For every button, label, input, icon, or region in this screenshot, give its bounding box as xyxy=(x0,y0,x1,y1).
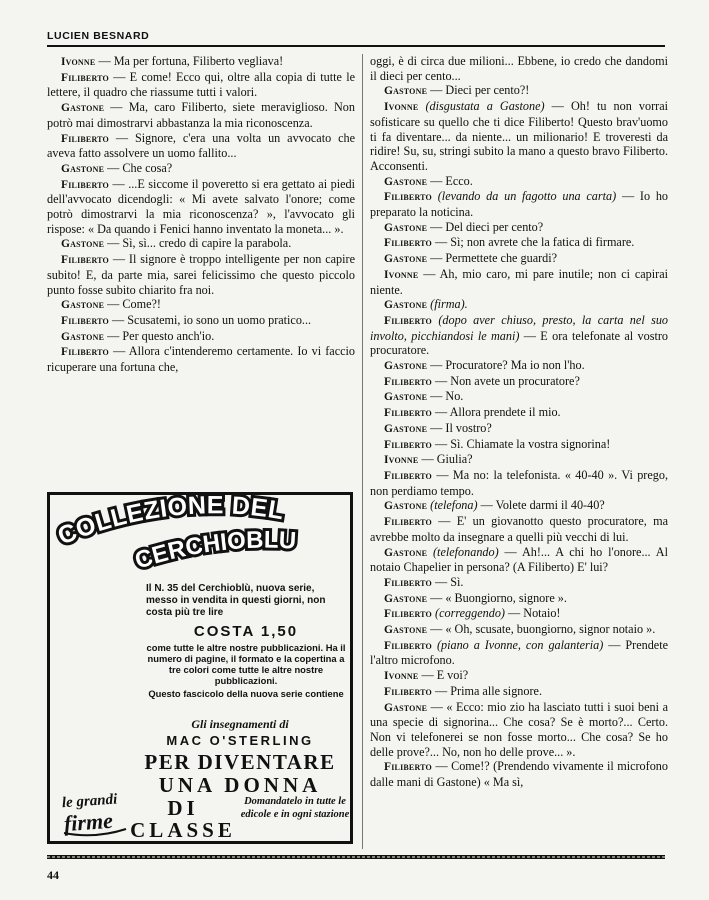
dialogue-text: — Sì. Chiamate la vostra signorina! xyxy=(431,436,611,451)
ad-price: COSTA 1,50 xyxy=(193,623,299,640)
dialogue-text: — Scusatemi, io sono un uomo pratico... xyxy=(108,312,312,327)
dialogue-text: — Ma, caro Filiberto, siete meraviglioso. Non potrò mai dimostrarvi abbastanza la mia riconoscenza. xyxy=(47,100,355,130)
ad-title-bottom: CERCHIOBLU xyxy=(131,526,297,575)
continuation-text: oggi, è di circa due milioni... Ebbene, io credo che dandomi il dieci per cento... xyxy=(370,54,668,83)
speaker-name: Gastone xyxy=(384,592,428,605)
speaker-name: Filiberto xyxy=(61,254,109,267)
dialogue-text: — Il signore è troppo intelligente per non capire subito! E, da parte mia, sarei felicissimo che questo piccolo punto fosse subito chiarito fra noi. xyxy=(47,252,355,297)
dialogue-text: — ...E siccome il poveretto si era gettato ai piedi dell'avvocato dicendogli: « Mi avete salvato l'onore; come potrò dimostrarvi la mia riconoscenza? », l'avvocato gli rispose: « Da quando i Fenici hanno inventato la moneta... ». xyxy=(47,176,355,236)
dialogue-line xyxy=(370,468,668,498)
speaker-name: Filiberto xyxy=(384,576,432,589)
svg-text:le grandi: le grandi xyxy=(61,791,118,812)
speaker-name: Gastone xyxy=(61,102,105,115)
dialogue-line xyxy=(370,313,668,358)
speaker-name: Filiberto xyxy=(384,685,432,698)
dialogue-text: — Ecco. xyxy=(427,173,473,188)
speaker-name: Gastone xyxy=(384,175,428,188)
dialogue-line xyxy=(370,498,668,514)
running-head: LUCIEN BESNARD xyxy=(47,30,150,42)
stage-direction: (dopo aver chiuso, presto, la carta nel suo involto, picchiandosi le mani) xyxy=(370,312,669,343)
dialogue-text: — Il vostro? xyxy=(427,420,492,435)
dialogue-text: — Volete darmi il 40-40? xyxy=(477,498,605,513)
dialogue-line xyxy=(47,100,355,130)
dialogue-line xyxy=(370,700,668,760)
dialogue-text: — E ora telefonate al vostro procuratore. xyxy=(370,328,668,358)
stage-direction: (firma). xyxy=(430,297,468,312)
stage-direction: (disgustata a Gastone) xyxy=(425,99,545,114)
dialogue-line xyxy=(370,421,668,437)
speaker-name: Filiberto xyxy=(61,346,109,359)
dialogue-line xyxy=(47,131,355,161)
stage-direction: (levando da un fagotto una carta) xyxy=(437,189,617,204)
dialogue-line xyxy=(370,668,668,684)
speaker-name: Gastone xyxy=(384,360,428,373)
stage-direction: (correggendo) xyxy=(435,606,505,621)
dialogue-line xyxy=(370,684,668,700)
speaker-name: Ivonne xyxy=(384,268,419,281)
dialogue-line xyxy=(370,235,668,251)
dialogue-line xyxy=(370,622,668,638)
dialogue-text: — Come!? (Prendendo vivamente il microfono dalle mani di Gastone) « Ma sì, xyxy=(370,759,668,790)
dialogue-line xyxy=(370,545,668,575)
speaker-name: Gastone xyxy=(384,546,428,559)
ad-body xyxy=(146,583,346,699)
dialogue-line xyxy=(370,437,668,453)
dialogue-text: — Del dieci per cento? xyxy=(427,219,544,234)
ad-insegnamenti: Gli insegnamenti di xyxy=(191,717,289,731)
ad-issue-text: Il N. 35 del Cerchioblù, nuova serie, messo in vendita in questi giorni, non costa più tre lire xyxy=(146,583,326,618)
dialogue-text: — « Oh, scusate, buongiorno, signor notaio ». xyxy=(427,622,656,637)
grandi-firme-logo xyxy=(60,783,130,839)
dialogue-line xyxy=(370,220,668,236)
dialogue-line xyxy=(370,389,668,405)
advertisement-cerchioblu xyxy=(47,492,353,844)
speaker-name: Filiberto xyxy=(384,314,432,327)
speaker-name: Filiberto xyxy=(384,407,432,420)
dialogue-line xyxy=(370,358,668,374)
svg-text:firme: firme xyxy=(63,807,114,837)
dialogue-text: — Sì. xyxy=(431,574,464,589)
ad-series-line: Questo fascicolo della nuova serie contiene xyxy=(148,688,344,699)
dialogue-line xyxy=(47,252,355,297)
speaker-name: Ivonne xyxy=(61,56,96,68)
column-divider xyxy=(362,54,363,849)
dialogue-line xyxy=(370,189,668,219)
ad-book-title-line1: PER DIVENTARE xyxy=(144,750,336,774)
dialogue-line xyxy=(370,575,668,591)
dialogue-text: — « Ecco: mio zio ha lasciato tutti i suoi beni a una specie di signorina... Che cosa? Se è morto?... Certo. Non vi telefonerei se non fosse morto... Che cosa? Se ho delle prove?... No, non ho delle prove... ». xyxy=(370,699,668,759)
speaker-name: Gastone xyxy=(384,253,428,266)
speaker-name: Filiberto xyxy=(61,71,109,84)
dialogue-text: — Giulia? xyxy=(418,452,473,467)
speaker-name: Filiberto xyxy=(61,178,109,191)
stage-direction: (telefonando) xyxy=(433,544,499,559)
dialogue-text: — Come?! xyxy=(104,297,161,312)
speaker-name: Ivonne xyxy=(384,670,419,683)
dialogue-text: — Per questo anch'io. xyxy=(104,328,215,343)
dialogue-line xyxy=(370,514,668,544)
dialogue-text: — E' un giovanotto questo procuratore, ma avrebbe molto da insegnare a quelli più vecchi di lui. xyxy=(370,514,668,544)
speaker-name: Filiberto xyxy=(384,191,432,204)
speaker-name: Filiberto xyxy=(61,132,109,145)
dialogue-text: — « Buongiorno, signore ». xyxy=(427,590,567,605)
speaker-name: Ivonne xyxy=(384,101,419,114)
bottom-decorative-rule xyxy=(47,854,665,860)
dialogue-text: — Ma per fortuna, Filiberto vegliava! xyxy=(95,54,284,68)
dialogue-text: — Prendete l'altro microfono. xyxy=(370,637,669,668)
dialogue-text: — Prima alle signore. xyxy=(431,683,542,698)
dialogue-text: — Che cosa? xyxy=(104,160,173,175)
speaker-name: Gastone xyxy=(61,299,105,312)
speaker-name: Gastone xyxy=(61,162,105,175)
speaker-name: Gastone xyxy=(61,330,105,343)
ad-demand-text: Domandatelo in tutte le edicole e in ogni stazione xyxy=(240,796,350,820)
ad-details: come tutte le altre nostre pubblicazioni. Ha il numero di pagine, il formato e la copertina a tre colori come tutte le altre nostre pubblicazioni. xyxy=(146,642,346,686)
dialogue-text: — Io ho preparato la noticina. xyxy=(370,189,669,220)
dialogue-line xyxy=(370,638,668,668)
dialogue-text: — Ah, mio caro, mi pare inutile; non ci capirai niente. xyxy=(370,266,668,297)
dialogue-text: — Notaio! xyxy=(504,606,561,621)
dialogue-line xyxy=(47,54,355,70)
dialogue-line xyxy=(370,374,668,390)
dialogue-line xyxy=(47,161,355,177)
speaker-name: Gastone xyxy=(384,624,428,637)
dialogue-line xyxy=(370,267,668,297)
dialogue-line xyxy=(370,251,668,267)
dialogue-line xyxy=(47,329,355,345)
speaker-name: Filiberto xyxy=(384,516,432,529)
dialogue-text: — Allora c'intenderemo certamente. Io vi faccio ricuperare una fortuna che, xyxy=(47,344,355,375)
left-column xyxy=(47,54,355,375)
dialogue-text: — Procuratore? Ma io non l'ho. xyxy=(427,358,585,373)
speaker-name: Gastone xyxy=(384,299,428,312)
speaker-name: Gastone xyxy=(384,500,428,513)
dialogue-line xyxy=(47,313,355,329)
dialogue-text: — Dieci per cento?! xyxy=(427,83,530,98)
speaker-name: Filiberto xyxy=(61,314,109,327)
dialogue-line xyxy=(370,99,668,174)
speaker-name: Filiberto xyxy=(384,469,432,482)
svg-text:CERCHIOBLU xyxy=(132,527,297,575)
dialogue-text: — Signore, c'era una volta un avvocato che aveva fatto assolvere un uomo fallito... xyxy=(47,130,355,161)
dialogue-text: — Ma no: la telefonista. « 40-40 ». Vi prego, non perdiamo tempo. xyxy=(370,467,668,498)
dialogue-line xyxy=(47,236,355,252)
dialogue-line xyxy=(370,83,668,99)
speaker-name: Filiberto xyxy=(384,375,432,388)
page-number: 44 xyxy=(47,868,59,882)
speaker-name: Gastone xyxy=(384,422,428,435)
ad-title xyxy=(50,495,356,575)
right-column xyxy=(370,54,668,790)
dialogue-text: — Allora prendete il mio. xyxy=(431,405,561,420)
speaker-name: Ivonne xyxy=(384,454,419,467)
dialogue-line xyxy=(370,297,668,313)
dialogue-text: — E voi? xyxy=(418,668,469,683)
ad-book-title-line2: UNA DONNA xyxy=(158,773,322,797)
speaker-name: Filiberto xyxy=(384,438,432,451)
header-rule xyxy=(47,45,665,47)
dialogue-line xyxy=(370,174,668,190)
ad-title-top: COLLEZIONE DEL xyxy=(53,495,287,551)
speaker-name: Gastone xyxy=(61,238,105,251)
dialogue-text: — Sì; non avrete che la fatica di firmare. xyxy=(431,235,635,250)
dialogue-line xyxy=(47,344,355,374)
dialogue-text: — Oh! tu non vorrai sofisticare su quello che ti dice Filiberto! Questo brav'uomo ti fa diventare... da niente... un milionario! E troveresti da ridire! Su, su, stringi subito la mano a questo bravo Filiberto. Acconsenti. xyxy=(370,99,668,173)
dialogue-line xyxy=(370,452,668,468)
dialogue-line xyxy=(370,759,668,789)
dialogue-text: — No. xyxy=(427,389,464,404)
speaker-name: Filiberto xyxy=(384,237,432,250)
dialogue-text: — Sì, sì... credo di capire la parabola. xyxy=(104,236,292,251)
speaker-name: Filiberto xyxy=(384,639,432,652)
dialogue-line xyxy=(370,405,668,421)
speaker-name: Filiberto xyxy=(384,608,432,621)
dialogue-line xyxy=(47,297,355,313)
dialogue-text: — Ah!... A chi ho l'onore... Al notaio Chapelier in persona? (A Filiberto) E' lui? xyxy=(370,544,668,575)
dialogue-text: — E come! Ecco qui, oltre alla copia di tutte le lettere, il quadro che riassume tutti i valori. xyxy=(47,69,355,100)
dialogue-text: — Permettete che guardi? xyxy=(427,251,558,266)
dialogue-line xyxy=(47,177,355,237)
speaker-name: Gastone xyxy=(384,221,428,234)
dialogue-line xyxy=(370,591,668,607)
stage-direction: (piano a Ivonne, con galanteria) xyxy=(436,637,604,652)
ad-title-graphic xyxy=(50,495,350,575)
speaker-name: Gastone xyxy=(384,391,428,404)
dialogue-line xyxy=(47,70,355,100)
speaker-name: Gastone xyxy=(384,85,428,98)
stage-direction: (telefona) xyxy=(430,498,478,513)
dialogue-line xyxy=(370,606,668,622)
speaker-name: Gastone xyxy=(384,701,428,714)
ad-author: MAC O'STERLING xyxy=(166,733,314,748)
speaker-name: Filiberto xyxy=(384,761,432,774)
dialogue-text: — Non avete un procuratore? xyxy=(431,373,580,388)
ad-book-title-line3: DI CLASSE xyxy=(130,796,236,842)
